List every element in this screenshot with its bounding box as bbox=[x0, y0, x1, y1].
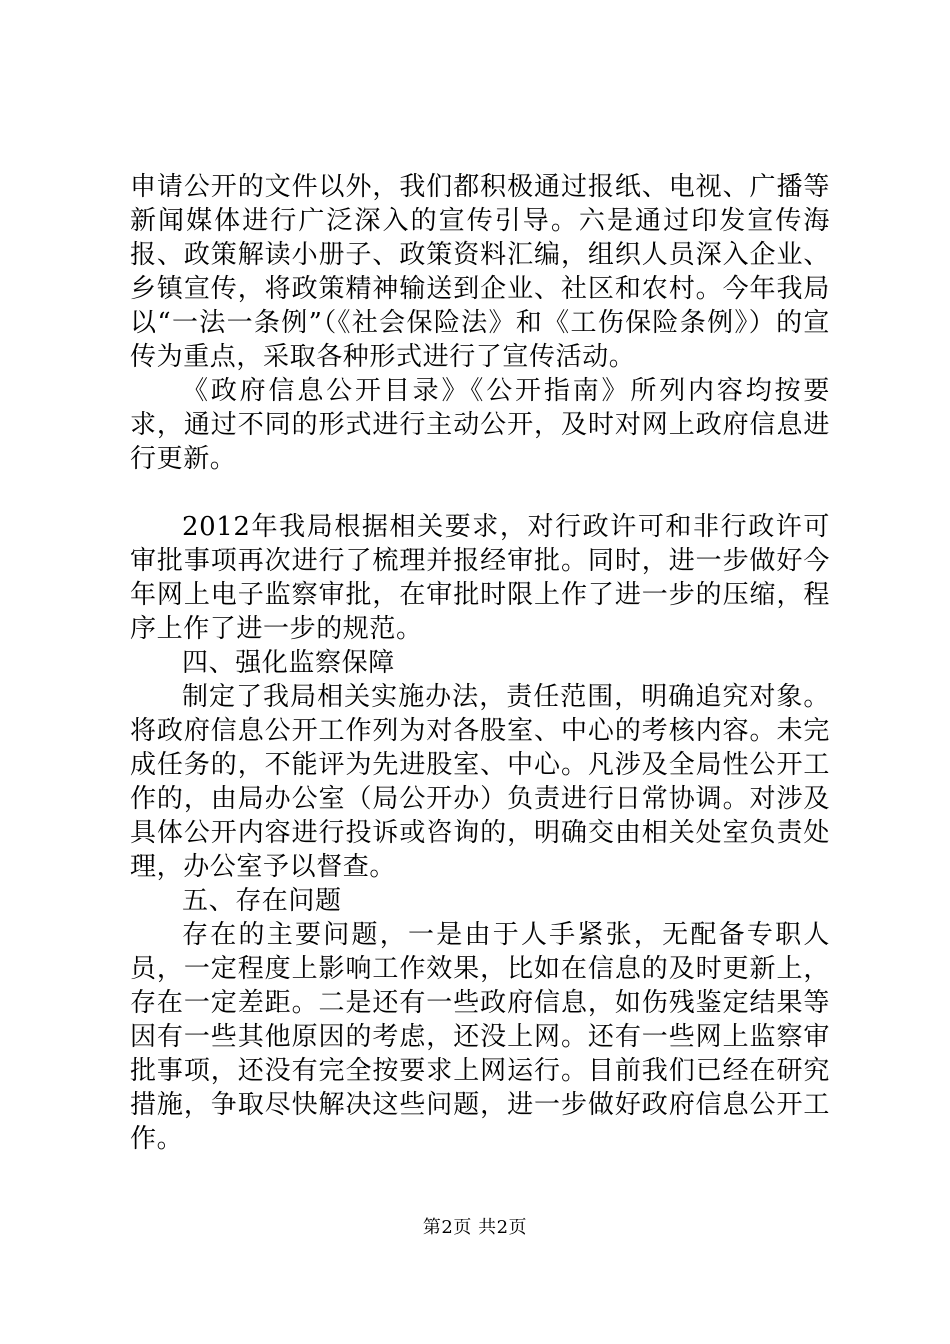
section-heading-supervision: 四、强化监察保障 bbox=[182, 648, 395, 678]
paragraph-problems: 存在的主要问题，一是由于人手紧张，无配备专职人员，一定程度上影响工作效果，比如在信息的及时更新上，存在一定差距。二是还有一些政府信息，如伤残鉴定结果等因有一些其他原因的考虑，还没上网。还有一些网上监察审批事项，还没有完全按要求上网运行。目前我们已经在研究措施，争取尽快解决这些问题，进一步做好政府信息公开工作。 bbox=[130, 920, 830, 1154]
page-number-footer: 第2页 共2页 bbox=[422, 1217, 528, 1238]
document-body bbox=[130, 170, 830, 1156]
section-heading-problems: 五、存在问题 bbox=[182, 886, 342, 916]
paragraph-approval: 2012年我局根据相关要求，对行政许可和非行政许可审批事项再次进行了梳理并报经审批。同时，进一步做好今年网上电子监察审批，在审批时限上作了进一步的压缩，程序上作了进一步的规范。 bbox=[130, 512, 830, 644]
paragraph-catalog: 《政府信息公开目录》《公开指南》所列内容均按要求，通过不同的形式进行主动公开，及时对网上政府信息进行更新。 bbox=[130, 376, 830, 474]
paragraph-publicity: 申请公开的文件以外，我们都积极通过报纸、电视、广播等新闻媒体进行广泛深入的宣传引导。六是通过印发宣传海报、政策解读小册子、政策资料汇编，组织人员深入企业、乡镇宣传，将政策精神输送到企业、社区和农村。今年我局以“一法一条例”（《社会保险法》和《工伤保险条例》）的宣传为重点，采取各种形式进行了宣传活动。 bbox=[130, 172, 830, 372]
paragraph-supervision: 制定了我局相关实施办法，责任范围，明确追究对象。将政府信息公开工作列为对各股室、中心的考核内容。未完成任务的，不能评为先进股室、中心。凡涉及全局性公开工作的，由局办公室（局公开办）负责进行日常协调。对涉及具体公开内容进行投诉或咨询的，明确交由相关处室负责处理，办公室予以督查。 bbox=[130, 682, 830, 882]
